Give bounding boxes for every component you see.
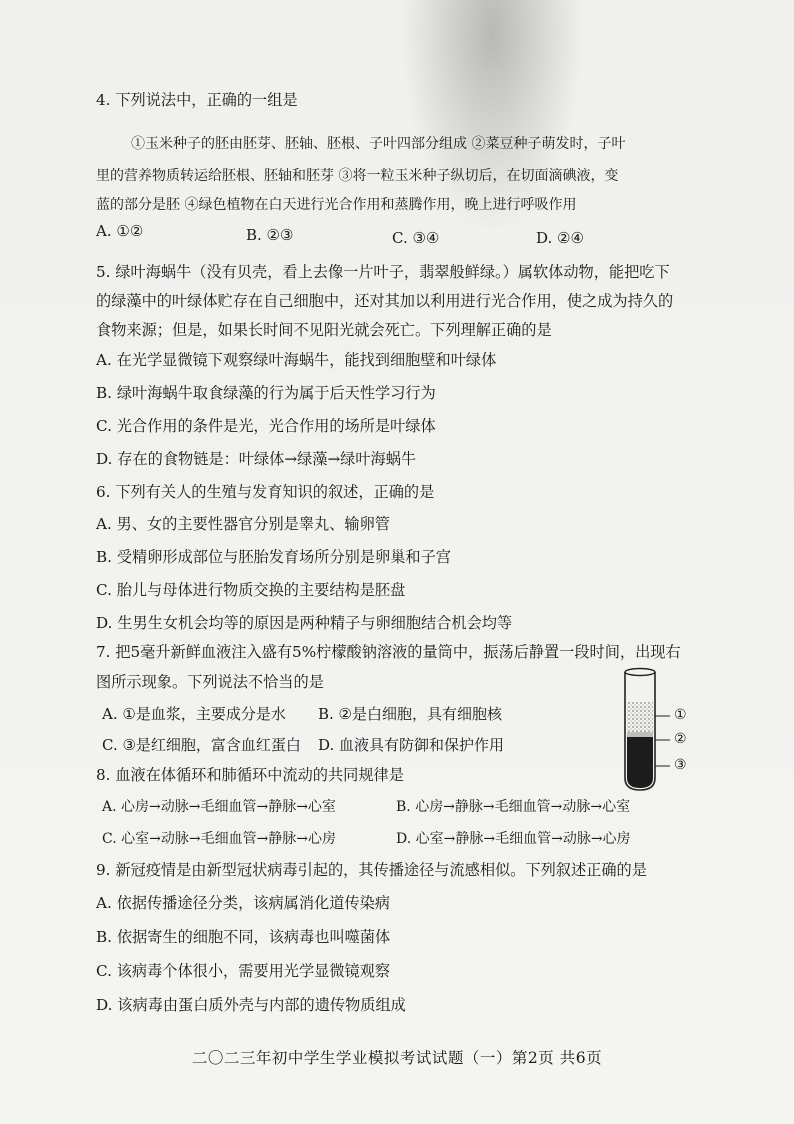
q7-option-d: D. 血液具有防御和保护作用 bbox=[318, 736, 505, 754]
q8-stem: 8. 血液在体循环和肺循环中流动的共同规律是 bbox=[96, 766, 404, 784]
q4-option-c: C. ③④ bbox=[392, 229, 440, 247]
q6-option-d: D. 生男生女机会均等的原因是两种精子与卵细胞结合机会均等 bbox=[96, 614, 513, 632]
q6-option-b: B. 受精卵形成部位与胚胎发育场所分别是卵巢和子宫 bbox=[96, 548, 451, 566]
q5-option-a: A. 在光学显微镜下观察绿叶海蜗牛，能找到细胞壁和叶绿体 bbox=[96, 351, 497, 369]
q5-option-c: C. 光合作用的条件是光，光合作用的场所是叶绿体 bbox=[96, 417, 436, 435]
q4-stem: 4. 下列说法中，正确的一组是 bbox=[96, 91, 298, 109]
q6-option-c: C. 胎儿与母体进行物质交换的主要结构是胚盘 bbox=[96, 581, 406, 599]
q9-option-d: D. 该病毒由蛋白质外壳与内部的遗传物质组成 bbox=[96, 996, 406, 1014]
tube-label-1: ① bbox=[674, 707, 687, 723]
q4-option-d: D. ②④ bbox=[536, 229, 584, 247]
q8-option-a: A. 心房→动脉→毛细血管→静脉→心室 bbox=[102, 799, 336, 815]
q7-option-a: A. ①是血浆，主要成分是水 bbox=[102, 705, 286, 723]
q7-stem-1: 7. 把5毫升新鲜血液注入盛有5%柠檬酸钠溶液的量筒中，振荡后静置一段时间，出现右 bbox=[96, 643, 681, 661]
page-footer: 二〇二三年初中学生学业模拟考试试题（一）第2页 共6页 bbox=[191, 1049, 603, 1067]
q9-option-c: C. 该病毒个体很小，需要用光学显微镜观察 bbox=[96, 962, 391, 980]
q5-option-d: D. 存在的食物链是：叶绿体→绿藻→绿叶海蜗牛 bbox=[96, 450, 417, 468]
q7-option-b: B. ②是白细胞，具有细胞核 bbox=[318, 705, 503, 723]
q7-stem-2: 图所示现象。下列说法不恰当的是 bbox=[96, 673, 324, 691]
q4-line-2: 里的营养物质转运给胚根、胚轴和胚芽 ③将一粒玉米种子纵切后，在切面滴碘液，变 bbox=[96, 168, 619, 184]
q8-option-d: D. 心室→静脉→毛细血管→动脉→心房 bbox=[396, 831, 631, 847]
q7-option-c: C. ③是红细胞，富含血红蛋白 bbox=[102, 736, 301, 754]
q4-option-b: B. ②③ bbox=[246, 226, 294, 244]
tube-label-3: ③ bbox=[674, 757, 687, 773]
q4-line-3: 蓝的部分是胚 ④绿色植物在白天进行光合作用和蒸腾作用，晚上进行呼吸作用 bbox=[96, 197, 577, 213]
q8-option-c: C. 心室→动脉→毛细血管→静脉→心房 bbox=[102, 831, 337, 847]
q5-stem-2: 的绿藻中的叶绿体贮存在自己细胞中，还对其加以利用进行光合作用，使之成为持久的 bbox=[96, 292, 674, 310]
q6-stem: 6. 下列有关人的生殖与发育知识的叙述，正确的是 bbox=[96, 483, 435, 501]
q5-stem-1: 5. 绿叶海蜗牛（没有贝壳，看上去像一片叶子，翡翠般鲜绿。）属软体动物，能把吃下 bbox=[96, 263, 670, 281]
q6-option-a: A. 男、女的主要性器官分别是睾丸、输卵管 bbox=[96, 515, 390, 533]
q5-stem-3: 食物来源；但是，如果长时间不见阳光就会死亡。下列理解正确的是 bbox=[96, 321, 552, 339]
q9-stem: 9. 新冠疫情是由新型冠状病毒引起的，其传播途径与流感相似。下列叙述正确的是 bbox=[96, 861, 647, 879]
q9-option-a: A. 依据传播途径分类，该病属消化道传染病 bbox=[96, 894, 390, 912]
q8-option-b: B. 心房→静脉→毛细血管→动脉→心室 bbox=[396, 799, 631, 815]
tube-label-2: ② bbox=[674, 731, 687, 747]
q4-option-a: A. ①② bbox=[96, 222, 144, 240]
q4-line-1: ①玉米种子的胚由胚芽、胚轴、胚根、子叶四部分组成 ②菜豆种子萌发时，子叶 bbox=[131, 136, 626, 152]
q9-option-b: B. 依据寄生的细胞不同，该病毒也叫噬菌体 bbox=[96, 928, 391, 946]
q5-option-b: B. 绿叶海蜗牛取食绿藻的行为属于后天性学习行为 bbox=[96, 384, 436, 402]
